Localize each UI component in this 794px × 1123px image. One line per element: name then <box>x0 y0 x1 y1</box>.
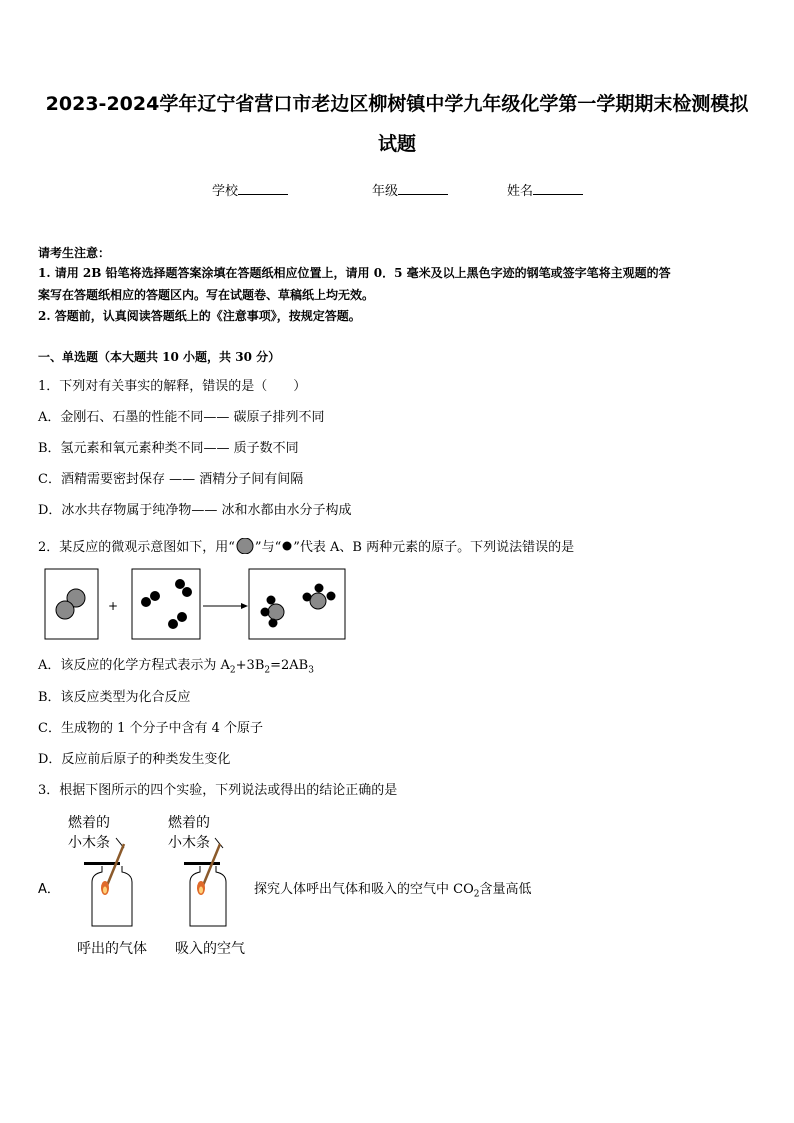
atom-b <box>141 597 151 607</box>
atom-b <box>168 619 178 629</box>
notice-heading: 请考生注意： <box>38 246 111 260</box>
q1-option-d: D．冰水共存物属于纯净物—— 冰和水都由水分子构成 <box>38 503 352 518</box>
notice-item1-line1: 1. 请用 2B 铅笔将选择题答案涂填在答题纸相应位置上，请用 0．5 毫米及以上黑色字迹的钢笔或签字笔将主观题的答 <box>38 266 671 280</box>
school-field <box>212 180 288 199</box>
name-blank <box>533 182 583 195</box>
atom-b <box>327 592 336 601</box>
q3-stem: 3．根据下图所示的四个实验，下列说法或得出的结论正确的是 <box>38 783 398 798</box>
atom-a <box>268 604 284 620</box>
glass-slide-right <box>184 862 220 865</box>
atom-b <box>182 587 192 597</box>
q1-stem: 1．下列对有关事实的解释，错误的是（ ） <box>38 379 307 394</box>
arrow-head-icon <box>241 603 248 609</box>
q2-option-b: B．该反应类型为化合反应 <box>38 690 191 705</box>
right-bottle <box>184 838 226 926</box>
grade-blank <box>398 182 448 195</box>
school-label: 学校 <box>212 184 239 199</box>
notice-item2: 2. 答题前，认真阅读答题纸上的《注意事项》，按规定答题。 <box>38 309 361 323</box>
label-burning-stick-left-1: 燃着的 <box>68 815 110 831</box>
label-burning-stick-right-1: 燃着的 <box>168 815 210 831</box>
atom-b <box>150 591 160 601</box>
section-heading: 一、单选题（本大题共 10 小题，共 30 分） <box>38 350 281 364</box>
name-label: 姓名 <box>507 184 534 199</box>
label-burning-stick-left-2: 小木条 <box>68 835 110 851</box>
atom-a-legend-icon <box>235 538 255 554</box>
atom-b <box>177 612 187 622</box>
label-inhaled-air: 吸入的空气 <box>175 941 245 957</box>
q2-option-a: A．该反应的化学方程式表示为 $A_2+3B_2=2AB_3$ <box>38 658 314 676</box>
product-box <box>249 569 345 639</box>
q3-option-a-text: 探究人体呼出气体和吸入的空气中 $CO_2$含量高低 <box>254 882 532 900</box>
atom-a <box>310 593 326 609</box>
atom-b <box>269 619 278 628</box>
atom-b <box>261 608 270 617</box>
q2-stem: 2．某反应的微观示意图如下，用“ ”与“ ”代表 A、B 两种元素的原子。下列说法错误的是 <box>38 540 575 555</box>
experiment-bottles <box>80 836 280 936</box>
label-exhaled-gas: 呼出的气体 <box>77 941 147 957</box>
plus-sign: + <box>108 599 119 613</box>
atom-b <box>303 593 312 602</box>
name-field <box>507 180 583 199</box>
left-bottle <box>84 838 132 926</box>
q1-option-c: C．酒精需要密封保存 —— 酒精分子间有间隔 <box>38 472 304 487</box>
label-burning-stick-right-2: 小木条 <box>168 835 210 851</box>
q2-option-d: D．反应前后原子的种类发生变化 <box>38 752 231 767</box>
atom-b <box>315 584 324 593</box>
grade-field <box>372 180 448 199</box>
q2-option-c: C．生成物的 1 个分子中含有 4 个原子 <box>38 721 264 736</box>
reaction-diagram <box>40 564 350 644</box>
q3-option-a-letter: A． <box>38 882 60 897</box>
page-title: 2023-2024学年辽宁省营口市老边区柳树镇中学九年级化学第一学期期末检测模拟试题 <box>45 93 749 155</box>
notice-item1-line2: 案写在答题纸相应的答题区内。写在试题卷、草稿纸上均无效。 <box>38 288 375 302</box>
q1-option-a: A．金刚石、石墨的性能不同—— 碳原子排列不同 <box>38 410 325 425</box>
q1-option-b: B．氢元素和氧元素种类不同—— 质子数不同 <box>38 441 299 456</box>
atom-b <box>175 579 185 589</box>
school-blank <box>238 182 288 195</box>
atom-a <box>56 601 74 619</box>
atom-b-legend-icon <box>281 540 293 552</box>
grade-label: 年级 <box>372 184 399 199</box>
atom-b <box>267 596 276 605</box>
